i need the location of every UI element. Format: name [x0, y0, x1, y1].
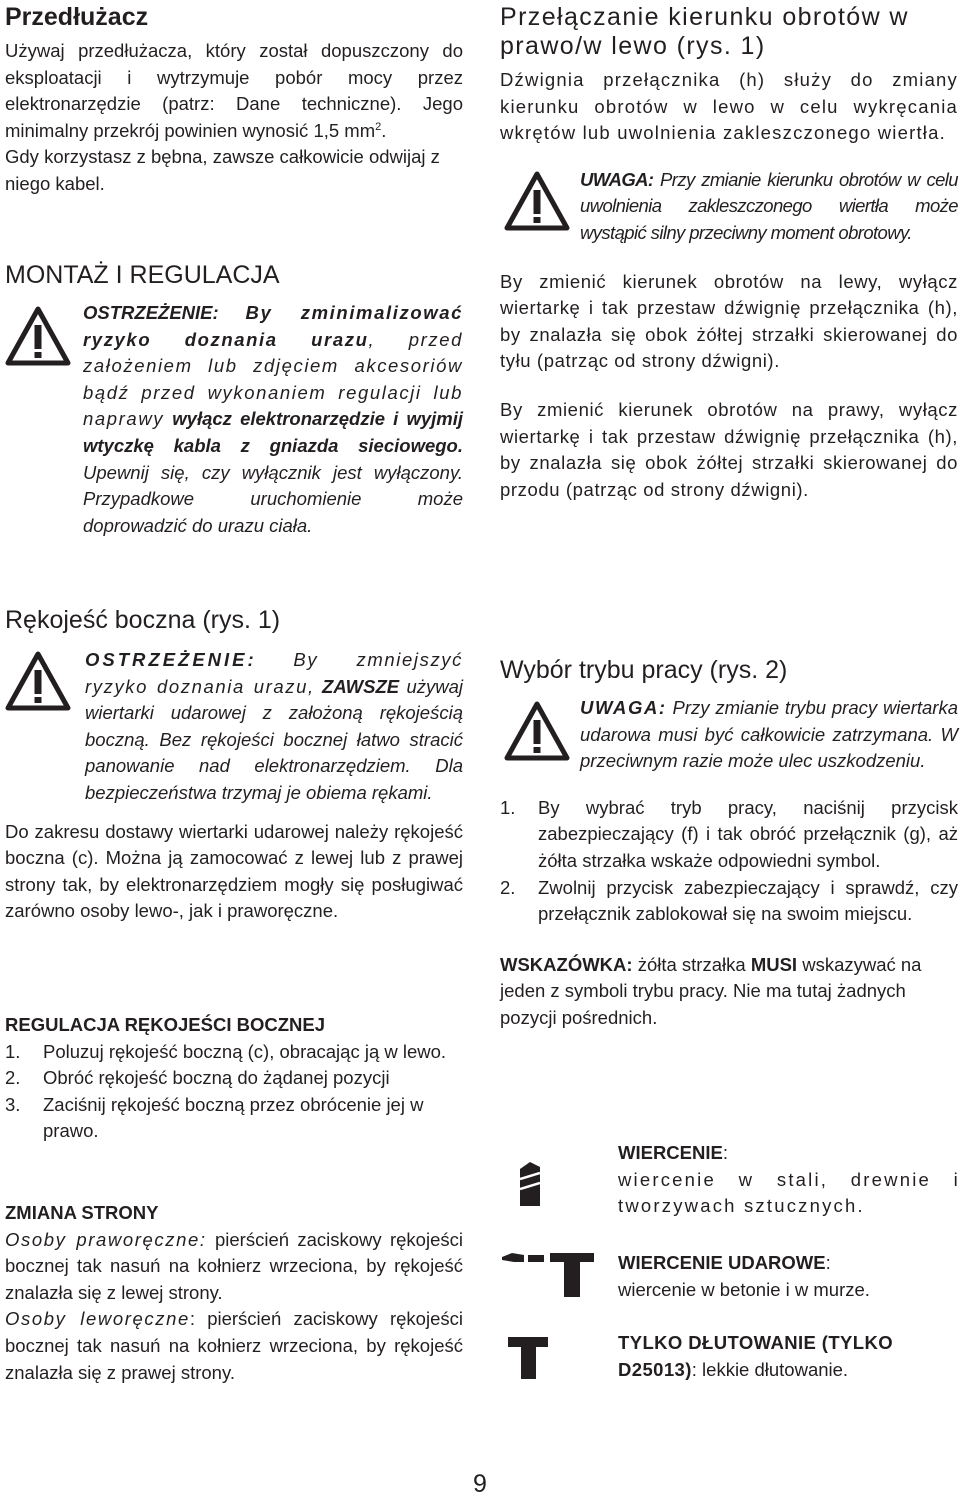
list-item [5, 1039, 463, 1066]
rotation-direction-paragraph: Dźwignia przełącznika (h) służy do zmiany kierunku obrotów w lewo w celu wykręcania wkrętów lub uwolnienia zakleszczonego wiertła. [500, 69, 958, 144]
handle-adjustment-title: REGULACJA RĘKOJEŚCI BOCZNEJ [5, 1014, 326, 1035]
side-change-title: ZMIANA STRONY [5, 1202, 159, 1223]
mode-tip-paragraph [500, 952, 958, 1032]
warning-text: Przy zmianie kierunku obrotów w celu uwolnienia zakleszczonego wiertła może wystąpić silny przeciwny moment obrotowy. [580, 168, 958, 243]
extension-title: Przedłużacz [5, 3, 149, 31]
mode-description: : lekkie dłutowanie. [691, 1358, 849, 1380]
page-number: 9 [473, 1470, 487, 1498]
handle-adjustment-section [5, 1012, 463, 1145]
rotation-right-paragraph: By zmienić kierunek obrotów na prawy, wyłącz wiertarkę i tak przestaw dźwignię przełącznika (h), by znalazła się obok żółtej strzałki skierowanej do przodu (patrząc od strony dźwigni). [500, 398, 958, 500]
warning-label: UWAGA: [580, 168, 654, 190]
mode-hammer-drilling-text [618, 1250, 960, 1303]
mode-hammer-drilling [500, 1250, 958, 1310]
list-text: Obróć rękojeść boczną do żądanej pozycji [43, 1067, 390, 1089]
rotation-direction-title: Przełączanie kierunku obrotów w prawo/w lewo (rys. 1) [500, 3, 909, 60]
right-handed-paragraph [5, 1227, 463, 1307]
list-text: Zaciśnij rękojeść boczną przez obrócenie jej w prawo. [43, 1093, 424, 1142]
cable-reel-paragraph: Gdy korzystasz z bębna, zawsze całkowicie odwijaj z niego kabel. [5, 146, 440, 194]
rotation-direction-section [500, 3, 958, 503]
side-handle-warning [5, 647, 463, 807]
mode-colon: : [722, 1142, 728, 1163]
warning-triangle-icon [504, 701, 570, 761]
list-text: Poluzuj rękojeść boczną (c), obracając ją w lewo. [43, 1040, 447, 1062]
extension-text: Używaj przedłużacza, który został dopuszczony do eksploatacji i wytrzymuje pobór mocy przez elektronarzędzie (patrz: Dane techniczne). Jego minimalny przekrój powinien wynosić 1,5 mm [5, 40, 463, 141]
list-item [500, 795, 958, 875]
mode-colon: : [825, 1252, 831, 1273]
right-handed-label: Osoby praworęczne: [5, 1228, 207, 1250]
extension-paragraph [5, 38, 463, 144]
mode-steps-list [500, 795, 958, 928]
warning-bold-2: wyłącz elektronarzędzie i wyjmij wtyczkę kabla z gniazda sieciowego. [83, 408, 463, 456]
warning-bold: By zminimalizować ryzyko doznania urazu [83, 302, 463, 350]
hammer-drill-icon [500, 1253, 596, 1297]
mode-selection-title: Wybór trybu pracy (rys. 2) [500, 656, 788, 684]
rotation-left-paragraph: By zmienić kierunek obrotów na lewy, wyłącz wiertarkę i tak przestaw dźwignię przełącznika (h), by znalazła się obok żółtej strzałki skierowanej do tyłu (patrząc od strony dźwigni). [500, 270, 958, 372]
mode-label: WIERCENIE UDAROWE [618, 1252, 826, 1273]
mode-warning [500, 695, 958, 775]
mode-chiseling-paragraph [618, 1330, 960, 1383]
list-number: 2. [5, 1067, 21, 1089]
mode-chiseling [500, 1330, 958, 1390]
list-text: Zwolnij przycisk zabezpieczający i sprawdź, czy przełącznik zablokował się na swoim miejscu. [538, 876, 958, 925]
mode-label: TYLKO DŁUTOWANIE (TYLKO D25013) [618, 1332, 894, 1380]
mode-label: WIERCENIE [618, 1142, 723, 1163]
superscript-2: 2 [375, 120, 382, 133]
mode-drilling-label [618, 1140, 960, 1167]
extension-section [5, 0, 463, 198]
warning-triangle-icon [504, 171, 570, 231]
mode-drilling-text [618, 1140, 960, 1220]
assembly-title: MONTAŻ I REGULACJA [5, 261, 280, 289]
mode-selection-section [500, 655, 958, 1032]
warning-text: , przed założeniem lub zdjęciem akcesoriów bądź przed wykonaniem regulacji lub naprawy [83, 328, 463, 430]
mode-drilling [500, 1140, 958, 1230]
list-item [500, 875, 958, 928]
side-change-section [5, 1200, 463, 1386]
warning-triangle-icon [5, 306, 71, 366]
warning-label: OSTRZEŻENIE: [85, 649, 257, 670]
right-handed-text: pierścień zaciskowy rękojeści bocznej tak nasuń na kołnierz wrzeciona, by rękojeść znalazła się z lewej strony. [5, 1228, 463, 1303]
list-item [5, 1092, 463, 1145]
list-number: 3. [5, 1093, 21, 1115]
assembly-section [5, 260, 463, 539]
warning-text: Przy zmianie trybu pracy wiertarka udarowa musi być całkowicie zatrzymana. W przeciwnym razie może ulec uszkodzeniu. [580, 697, 958, 772]
drill-bit-icon [520, 1162, 540, 1206]
rotation-warning [500, 167, 958, 247]
left-handed-paragraph [5, 1306, 463, 1386]
mode-hammer-label [618, 1250, 960, 1277]
list-number: 1. [500, 796, 516, 818]
extension-text-end: . [381, 119, 387, 141]
warning-label: UWAGA: [580, 697, 667, 718]
side-handle-title [5, 605, 463, 635]
assembly-warning [5, 300, 463, 539]
mode-description: wiercenie w betonie i w murze. [618, 1278, 870, 1300]
tip-text-2: wskazywać na jeden z symboli trybu pracy. Nie ma tutaj żadnych pozycji pośrednich. [500, 953, 922, 1028]
warning-bold: ZAWSZE [322, 675, 400, 697]
warning-text-2: Upewnij się, czy wyłącznik jest wyłączony. Przypadkowe uruchomienie może doprowadzić do urazu ciała. [83, 461, 463, 536]
mode-chiseling-text [618, 1330, 960, 1383]
warning-text: By zmniejszyć ryzyko doznania urazu, [85, 649, 463, 697]
tip-bold: MUSI [750, 953, 798, 975]
side-handle-section [5, 605, 463, 925]
left-handed-text: : pierścień zaciskowy rękojeści bocznej tak nasuń na kołnierz wrzeciona, by rękojeść znalazła się z prawej strony. [5, 1308, 463, 1383]
rotation-warning-text [580, 167, 958, 247]
list-item [5, 1065, 463, 1092]
side-handle-paragraph: Do zakresu dostawy wiertarki udarowej należy rękojeść boczna (c). Można ją zamocować z lewej lub z prawej strony tak, by elektronarzędziem mogły się posługiwać zarówno osoby lewo-, jak i praworęczne. [5, 820, 463, 922]
list-number: 1. [5, 1040, 21, 1062]
mode-warning-text [580, 695, 958, 775]
chisel-icon [508, 1337, 548, 1379]
mode-description: wiercenie w stali, drewnie i tworzywach sztucznych. [618, 1168, 960, 1217]
assembly-warning-text [83, 300, 463, 539]
handle-adjustment-list [5, 1039, 463, 1145]
list-text: By wybrać tryb pracy, naciśnij przycisk zabezpieczający (f) i tak obróć przełącznik (g), aż żółta strzałka wskaże odpowiedni symbol. [538, 796, 958, 871]
side-handle-warning-text [85, 647, 463, 807]
list-number: 2. [500, 876, 516, 898]
tip-text: żółta strzałka [632, 953, 751, 975]
left-handed-label: Osoby leworęczne [5, 1308, 190, 1330]
side-handle-title-text: Rękojeść boczna (rys. 1) [5, 606, 281, 634]
warning-label: OSTRZEŻENIE: [83, 302, 219, 323]
warning-triangle-icon [5, 651, 71, 711]
warning-text-2: używaj wiertarki udarowej z założoną rękojeścią boczną. Bez rękojeści bocznej łatwo stracić panowanie nad elektronarzędziem. Dla bezpieczeństwa trzymaj je obiema rękami. [85, 675, 463, 803]
tip-label: WSKAZÓWKA: [500, 953, 633, 975]
